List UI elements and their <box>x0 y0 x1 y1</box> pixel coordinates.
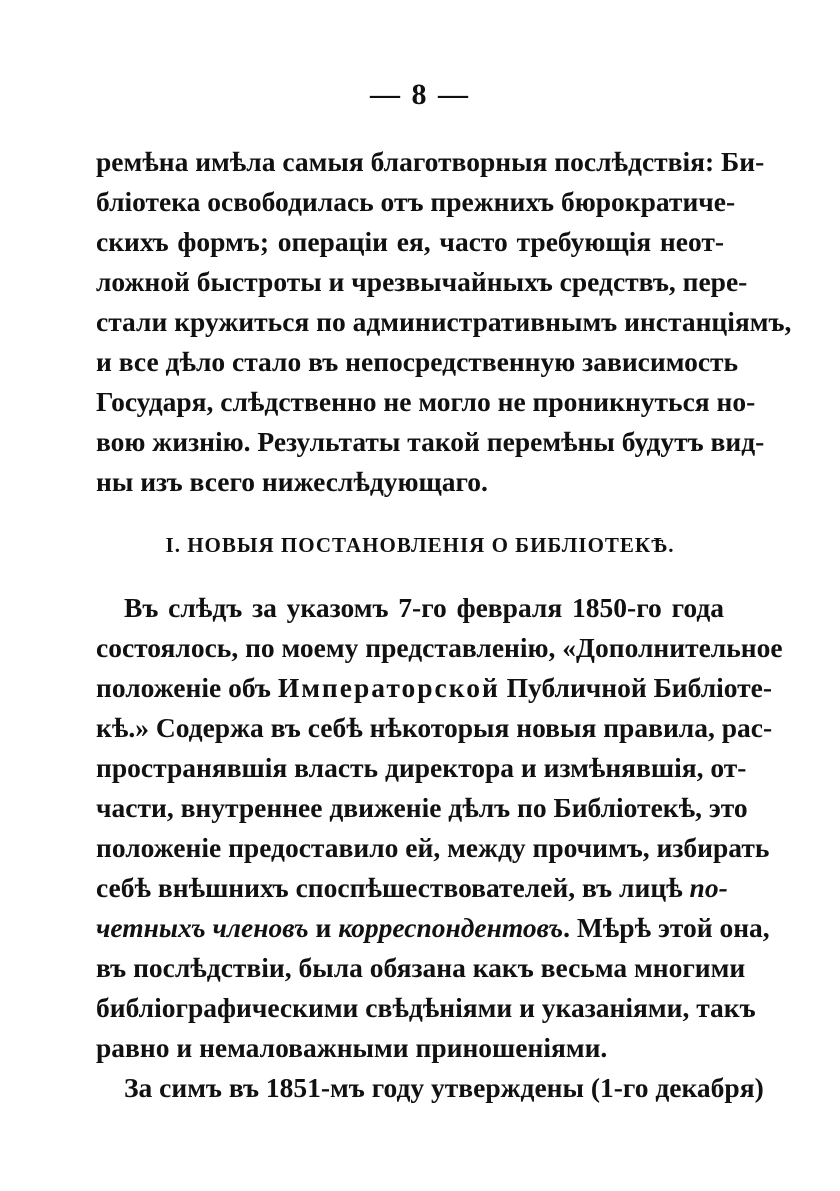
text-line: состоялось, по моему представленію, «Дополнительное <box>96 632 783 663</box>
italic-text: по- <box>689 872 728 903</box>
text-span: . Мѣрѣ этой она, <box>563 912 770 943</box>
text-line <box>96 668 773 708</box>
text-span: себѣ внѣшнихъ споспѣшествователей, въ лицѣ <box>96 872 690 903</box>
text-line: библіографическими свѣдѣніями и указаніями, такъ <box>96 992 756 1023</box>
text-line: Въ слѣдъ за указомъ 7-го февраля 1850-го года <box>124 592 724 623</box>
text-line: пространявшія власть директора и измѣнявшія, от- <box>96 752 747 783</box>
italic-text: четныхъ членовъ <box>96 912 309 943</box>
text-line: въ послѣдствіи, была обязана какъ весьма многими <box>96 952 746 983</box>
text-span: и <box>308 912 339 943</box>
text-line: стали кружиться по административнымъ инстанціямъ, <box>96 306 792 337</box>
text-line: За симъ въ 1851-мъ году утверждены (1-го декабря) <box>124 1072 764 1103</box>
text-line <box>96 868 728 908</box>
text-line: положеніе предоставило ей, между прочимъ, избирать <box>96 832 770 863</box>
page-number: — 8 — <box>370 78 470 111</box>
text-line: кѣ.» Содержа въ себѣ нѣкоторыя новыя правила, рас- <box>96 712 773 743</box>
italic-text: корреспондентовъ <box>338 912 564 943</box>
text-line: вою жизнію. Результаты такой перемѣны будутъ вид- <box>96 426 765 457</box>
text-line: ны изъ всего нижеслѣдующаго. <box>96 466 488 497</box>
text-line <box>96 908 770 948</box>
text-line: ложной быстроты и чрезвычайныхъ средствъ, пере- <box>96 266 748 297</box>
text-line: и все дѣло стало въ непосредственную зависимость <box>96 346 739 377</box>
text-span: Публичной Библіоте- <box>499 672 773 703</box>
spaced-text: Императорской <box>277 672 500 703</box>
text-line: бліотека освободилась отъ прежнихъ бюрократиче- <box>96 186 736 217</box>
text-line: ремѣна имѣла самыя благотворныя послѣдствія: Би- <box>96 146 765 177</box>
text-line: части, внутреннее движеніе дѣлъ по Библіотекѣ, это <box>96 792 748 823</box>
text-line: скихъ формъ; операціи ея, часто требующія неот- <box>96 226 724 257</box>
text-span: положеніе объ <box>96 672 278 703</box>
text-line: равно и немаловажными приношеніями. <box>96 1032 608 1063</box>
text-line: Государя, слѣдственно не могло не проникнуться но- <box>96 386 756 417</box>
section-heading: I. НОВЫЯ ПОСТАНОВЛЕНІЯ О БИБЛІОТЕКѢ. <box>165 533 675 557</box>
